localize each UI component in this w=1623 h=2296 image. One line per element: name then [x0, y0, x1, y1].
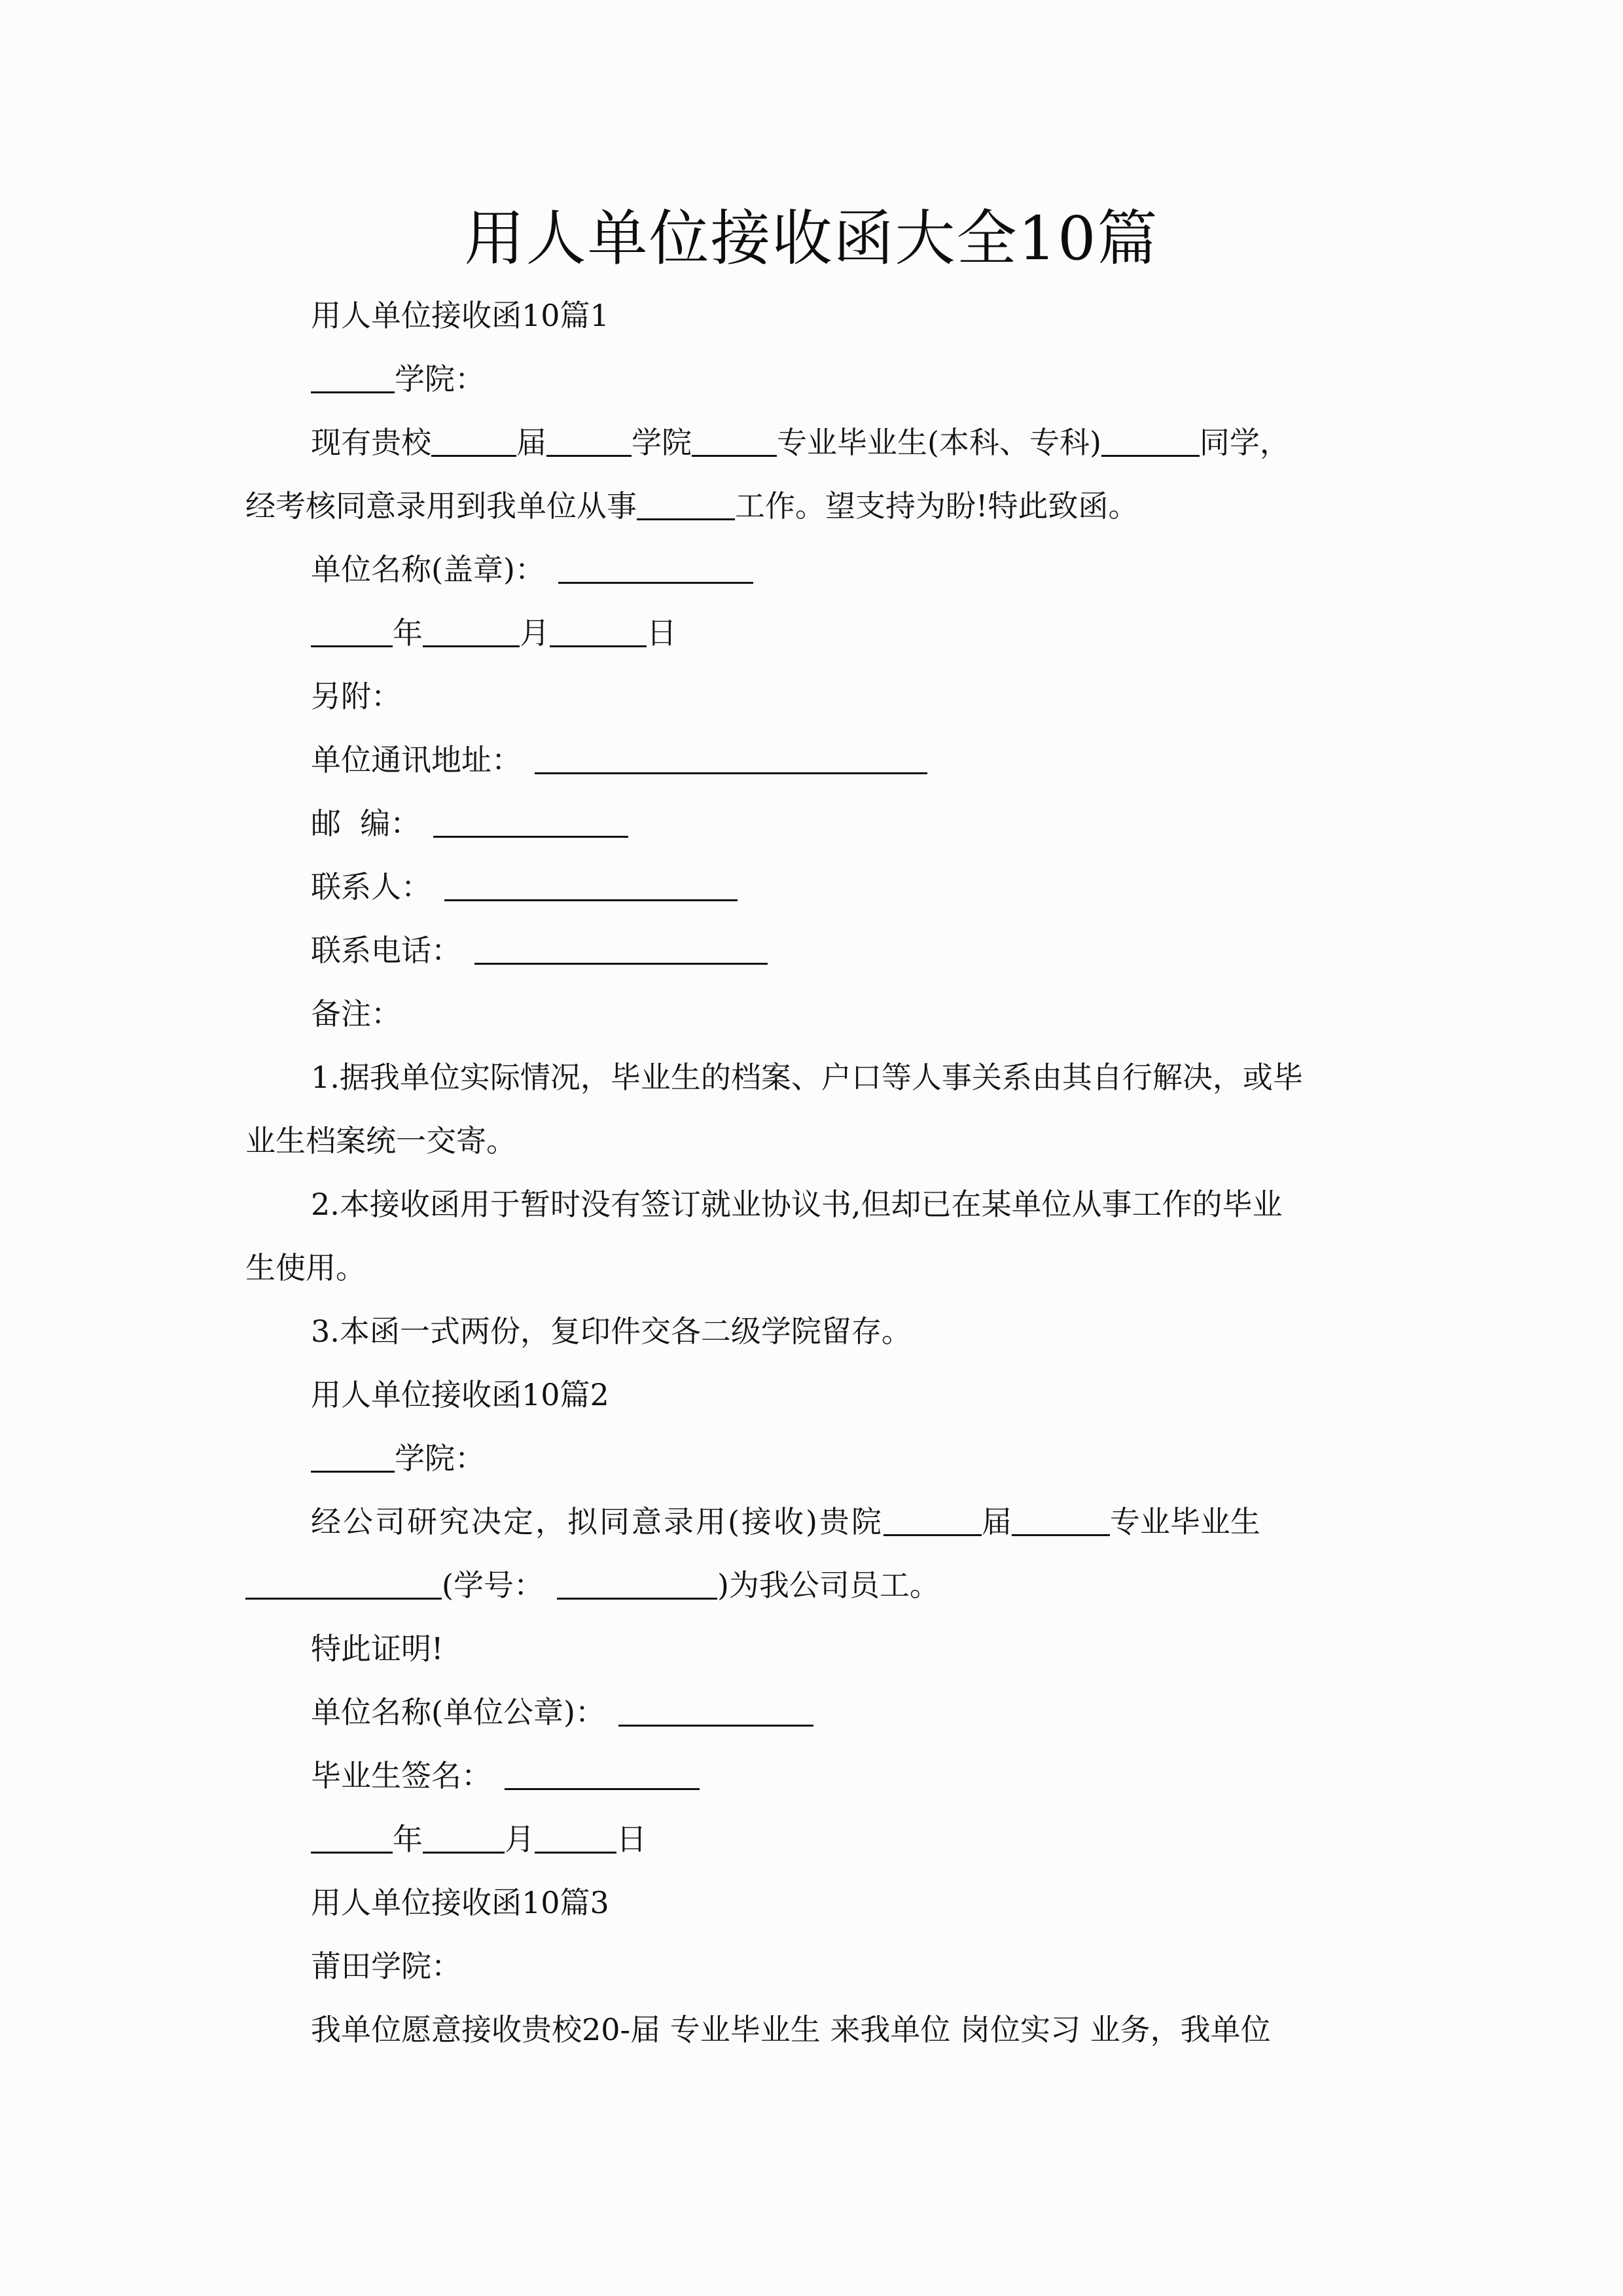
document-title: 用人单位接收函大全10篇	[464, 204, 1159, 274]
major-blank[interactable]	[692, 425, 777, 457]
day-blank[interactable]	[550, 615, 647, 647]
section1-body-line2	[245, 486, 1378, 526]
body-text: 经考核同意录用到我单位从事	[245, 488, 637, 524]
day-blank[interactable]	[535, 1821, 616, 1854]
year-label: 年	[393, 615, 423, 651]
notes-label: 备注：	[311, 996, 401, 1031]
year-label: 年	[393, 1821, 423, 1857]
body-text: 专业毕业生	[1109, 1504, 1260, 1539]
class-year-blank[interactable]	[431, 425, 516, 457]
section2-date	[245, 1820, 1378, 1859]
address-blank[interactable]	[535, 742, 927, 774]
note-1-line1: 1.据我单位实际情况，毕业生的档案、户口等人事关系由其自行解决，或毕	[311, 1060, 1303, 1095]
month-blank[interactable]	[423, 1821, 505, 1854]
addressee-suffix: 学院：	[395, 1441, 485, 1476]
body-text: 届	[516, 425, 546, 460]
section2-body-line2	[245, 1566, 1378, 1605]
month-label: 月	[505, 1821, 535, 1857]
unit-seal-blank[interactable]	[618, 1695, 813, 1727]
major-blank[interactable]	[1012, 1504, 1110, 1536]
day-label: 日	[647, 615, 677, 651]
contact-label: 联系人：	[311, 869, 431, 905]
student-id-blank[interactable]	[557, 1568, 717, 1600]
note-1-line2: 业生档案统一交寄。	[245, 1123, 516, 1158]
note-2-line1: 2.本接收函用于暂时没有签订就业协议书,但却已在某单位从事工作的毕业	[311, 1187, 1283, 1222]
certify-text: 特此证明!	[311, 1631, 444, 1666]
unit-name-blank[interactable]	[558, 552, 753, 584]
address-field	[245, 740, 1378, 780]
contact-blank[interactable]	[444, 869, 738, 901]
body-text: 专业毕业生(本科、专科)	[777, 425, 1101, 460]
section2-addressee	[245, 1439, 1378, 1478]
unit-seal-label: 单位名称(单位公章)：	[311, 1695, 605, 1730]
section1-date	[245, 613, 1378, 653]
body-text: 学院	[632, 425, 692, 460]
class-year-blank[interactable]	[883, 1504, 982, 1536]
unit-name-label: 单位名称(盖章)：	[311, 552, 545, 587]
section3-body-line1: 我单位愿意接收贵校20-届 专业毕业生 来我单位 岗位实习 业务，我单位	[311, 2012, 1271, 2047]
section1-addressee	[245, 359, 1378, 399]
body-text: 同学，	[1199, 425, 1290, 460]
month-label: 月	[520, 615, 550, 651]
body-text: 工作。望支持为盼!特此致函。	[735, 488, 1139, 524]
year-blank[interactable]	[311, 615, 393, 647]
appendix-label: 另附：	[311, 679, 401, 714]
body-text: 届	[981, 1504, 1012, 1539]
body-text: (学号：	[442, 1568, 544, 1603]
postcode-blank[interactable]	[433, 806, 628, 838]
section2-heading: 用人单位接收函10篇2	[311, 1377, 609, 1412]
section3-heading: 用人单位接收函10篇3	[311, 1885, 609, 1920]
year-blank[interactable]	[311, 1821, 393, 1854]
job-blank[interactable]	[637, 488, 735, 520]
postcode-field	[245, 804, 1378, 843]
unit-name-field	[245, 550, 1378, 589]
phone-label: 联系电话：	[311, 933, 461, 968]
addressee-suffix: 学院：	[395, 361, 485, 397]
note-2-line2: 生使用。	[245, 1250, 366, 1285]
phone-field	[245, 931, 1378, 970]
unit-seal-field	[245, 1693, 1378, 1732]
day-label: 日	[616, 1821, 647, 1857]
address-label: 单位通讯地址：	[311, 742, 522, 778]
month-blank[interactable]	[423, 615, 520, 647]
postcode-label: 邮 编：	[311, 806, 421, 841]
note-3-line1: 3.本函一式两份，复印件交各二级学院留存。	[311, 1314, 912, 1349]
body-text: 经公司研究决定，拟同意录用(接收)贵院	[311, 1504, 883, 1539]
signature-label: 毕业生签名：	[311, 1758, 491, 1793]
section3-addressee: 莆田学院：	[311, 1948, 461, 1984]
phone-blank[interactable]	[474, 933, 768, 965]
contact-field	[245, 867, 1378, 906]
section1-body-line1	[245, 423, 1378, 462]
student-name-blank[interactable]	[1101, 425, 1200, 457]
body-text: )为我公司员工。	[717, 1568, 940, 1603]
signature-field	[245, 1756, 1378, 1795]
body-text: 现有贵校	[311, 425, 431, 460]
college-blank[interactable]	[311, 1441, 395, 1473]
signature-blank[interactable]	[505, 1758, 700, 1790]
college-blank[interactable]	[311, 361, 395, 393]
section2-body-line1	[245, 1502, 1378, 1541]
student-name-blank[interactable]	[245, 1568, 442, 1600]
college-blank[interactable]	[546, 425, 632, 457]
section1-heading: 用人单位接收函10篇1	[311, 298, 609, 333]
